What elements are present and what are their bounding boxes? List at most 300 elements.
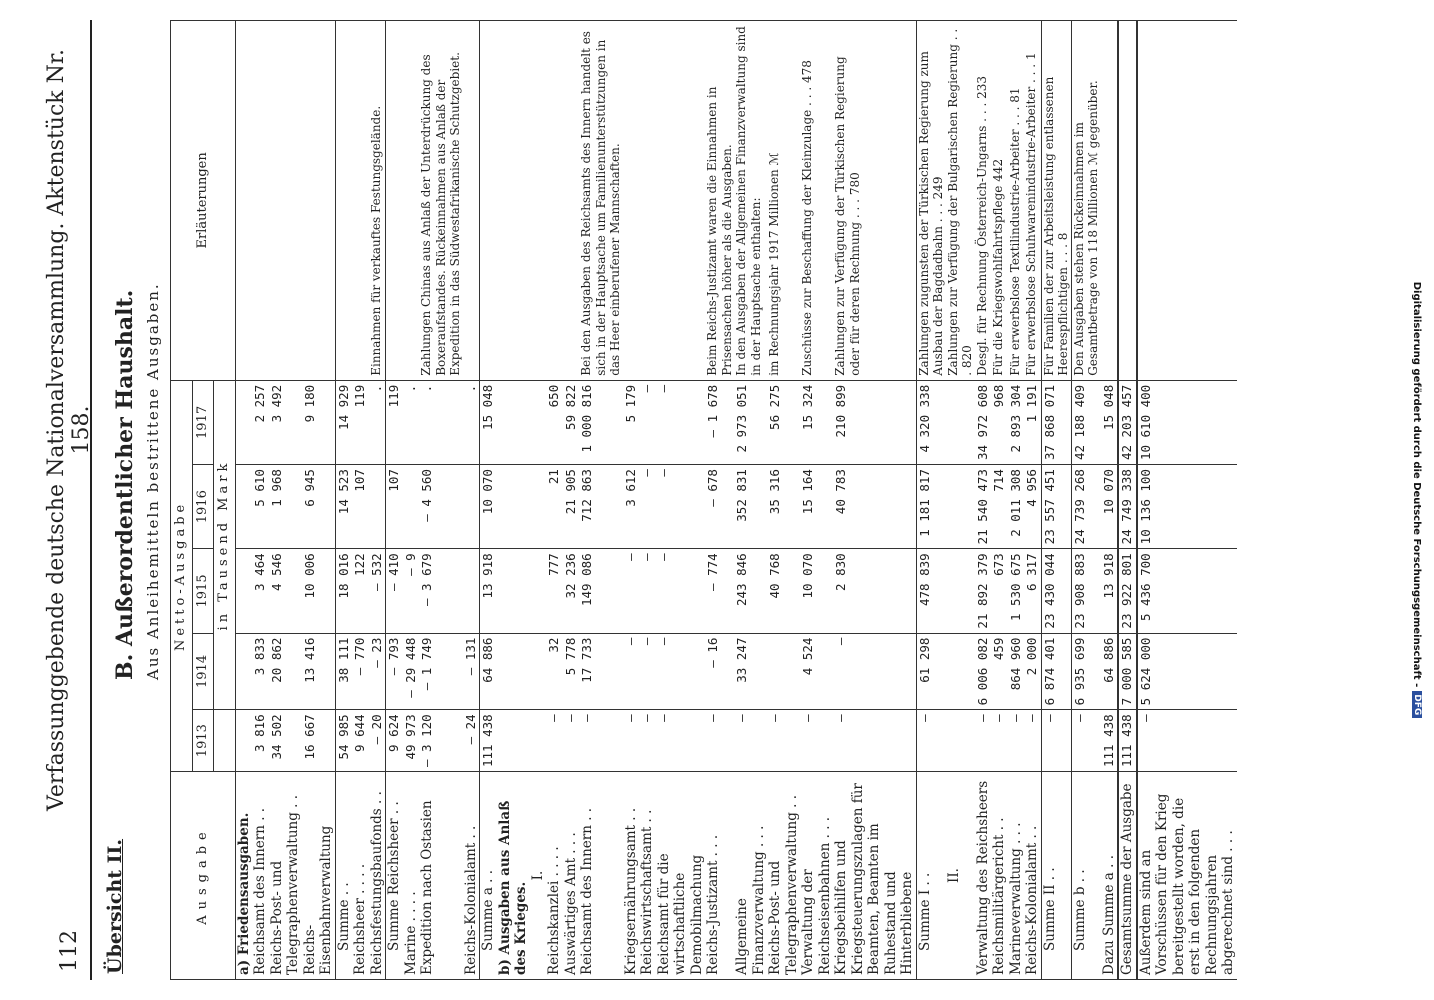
note-line: Den Ausgaben stehen Rückeinnahmen im Gesamtbetrage von 118 Millionen ℳ gegenüber.: [1071, 80, 1100, 376]
cell-1917: 59 822: [563, 380, 580, 464]
cell-1915: 3 464: [252, 549, 269, 633]
cell-1914: 17 733: [579, 633, 623, 710]
cell-1916: —: [639, 465, 656, 549]
table-row: [1008, 21, 1025, 980]
cell-1915: 21 892 379: [975, 549, 992, 633]
row-label: Reichs-Post- und Telegraphenverwaltung . .: [767, 772, 800, 980]
notes-cell: [991, 21, 1008, 381]
notes-cell: [975, 21, 992, 381]
table-row: [463, 21, 480, 980]
row-label: b) Ausgaben aus Anlaß des Krieges.: [497, 772, 530, 980]
notes-cell: [369, 21, 386, 381]
cell-1916: 3 612: [623, 465, 640, 549]
cell-1917: 37 868 071: [1041, 380, 1071, 464]
cell-1916: 2 011 308: [1008, 465, 1025, 549]
cell-1914: — 770: [352, 633, 369, 710]
cell-1914: —: [833, 633, 916, 710]
cell-1914: 32: [546, 633, 563, 710]
notes-cell: [639, 21, 656, 381]
cell-1914: — 793: [386, 633, 403, 710]
cell-1915: [497, 549, 530, 633]
cell-1917: 10 610 400: [1137, 380, 1237, 464]
cell-1913: [235, 710, 252, 772]
cell-1913: [530, 710, 547, 772]
cell-1913: —: [1137, 710, 1237, 772]
cell-1913: —: [991, 710, 1008, 772]
cell-1914: [946, 633, 975, 710]
cell-1914: [530, 633, 547, 710]
notes-cell: [1041, 21, 1071, 381]
notes-cell: [916, 21, 946, 381]
notes-cell: [302, 21, 336, 381]
cell-1916: 15 164: [800, 465, 833, 549]
cell-1913: — 3 120: [419, 710, 463, 772]
notes-cell: [403, 21, 420, 381]
cell-1913: 111 438: [1101, 710, 1119, 772]
table-row: [403, 21, 420, 980]
cell-1913: —: [800, 710, 833, 772]
cell-1913: —: [705, 710, 734, 772]
table-row: [269, 21, 302, 980]
table-row: [656, 21, 706, 980]
notes-cell: [352, 21, 369, 381]
cell-1914: 64 886: [480, 633, 497, 710]
cell-1915: 478 839: [916, 549, 946, 633]
table-row: [946, 21, 975, 980]
row-label: Verwaltung des Reichsheers: [975, 772, 992, 980]
cell-1913: —: [639, 710, 656, 772]
header-rule: [90, 20, 92, 980]
cell-1916: 1 968: [269, 465, 302, 549]
row-label: Expedition nach Ostasien: [419, 772, 463, 980]
cell-1915: [946, 549, 975, 633]
notes-cell: [480, 21, 497, 381]
cell-1915: 777: [546, 549, 563, 633]
table-row: [335, 21, 352, 980]
cell-1914: 6 935 699: [1071, 633, 1101, 710]
table-row: [705, 21, 734, 980]
notes-cell: [269, 21, 302, 381]
unit-header: in Tausend Mark: [214, 380, 236, 710]
table-row: [563, 21, 580, 980]
section-title: B. Außerordentlicher Haushalt.: [112, 289, 138, 680]
cell-1913: —: [833, 710, 916, 772]
budget-table: [170, 20, 1237, 980]
cell-1913: —: [656, 710, 706, 772]
cell-1914: 5 624 000: [1137, 633, 1237, 710]
cell-1913: —: [916, 710, 946, 772]
cell-1917: 1 191: [1024, 380, 1041, 464]
row-label: Marineverwaltung . . .: [1008, 772, 1025, 980]
row-label: Summe I . .: [916, 772, 946, 980]
cell-1913: —: [546, 710, 563, 772]
cell-1915: [530, 549, 547, 633]
cell-1915: [463, 549, 480, 633]
cell-1916: [530, 465, 547, 549]
note-line: Für Familien der zur Arbeitsleistung entlassenen Heerespflichtigen . . . 8: [1041, 76, 1070, 376]
notes-cell: [386, 21, 403, 381]
cell-1914: —: [623, 633, 640, 710]
cell-1914: —: [656, 633, 706, 710]
cell-1915: 18 016: [335, 549, 352, 633]
cell-1916: 6 945: [302, 465, 336, 549]
row-label: Verwaltung der Reichseisenbahnen . . .: [800, 772, 833, 980]
row-label: I.: [530, 772, 547, 980]
note-line: Für erwerbslose Textilindustrie-Arbeiter . . . 81: [1007, 87, 1022, 376]
cell-1915: 149 086: [579, 549, 623, 633]
cell-1914: — 16: [705, 633, 734, 710]
cell-1916: 107: [352, 465, 369, 549]
cell-1916: [497, 465, 530, 549]
cell-1915: 1 530 675: [1008, 549, 1025, 633]
cell-1916: 4 956: [1024, 465, 1041, 549]
cell-1917: 3 492: [269, 380, 302, 464]
notes-cell: [252, 21, 269, 381]
cell-1914: [497, 633, 530, 710]
table-row: [497, 21, 530, 980]
row-label: a) Friedensausgaben.: [235, 772, 252, 980]
notes-cell: [235, 21, 252, 381]
cell-1917: .: [463, 380, 480, 464]
row-label: Summe b . .: [1071, 772, 1101, 980]
cell-1916: 40 783: [833, 465, 916, 549]
cell-1915: —: [623, 549, 640, 633]
cell-1917: .: [403, 380, 420, 464]
row-label: Reichsamt des Innern . .: [252, 772, 269, 980]
table-row: [639, 21, 656, 980]
note-line: Zahlungen zur Verfügung der Türkischen Regierung oder für deren Rechnung . . . 780: [833, 56, 862, 376]
table-row: [386, 21, 403, 980]
cell-1917: 2 893 304: [1008, 380, 1025, 464]
cell-1914: 61 298: [916, 633, 946, 710]
notes-cell: [579, 21, 623, 381]
note-line: Beim Reichs-Justizamt waren die Einnahmen in Prisensachen höher als die Ausgaben.: [705, 86, 734, 376]
cell-1917: 119: [352, 380, 369, 464]
cell-1913: —: [623, 710, 640, 772]
note-line: Für die Kriegswohlfahrtspflege 442: [991, 158, 1005, 376]
notes-cell: [1024, 21, 1041, 381]
row-label: Reichs-Post- und Telegraphenverwaltung . .: [269, 772, 302, 980]
cell-1915: —: [656, 549, 706, 633]
note-line: In den Ausgaben der Allgemeinen Finanzverwaltung sind in der Hauptsache enthalten:: [734, 26, 763, 376]
cell-1916: [463, 465, 480, 549]
table-row: [623, 21, 640, 980]
cell-1916: 24 749 338: [1118, 465, 1137, 549]
cell-1914: 5 778: [563, 633, 580, 710]
cell-1913: 49 973: [403, 710, 420, 772]
row-label: Reichs-Justizamt . . .: [705, 772, 734, 980]
cell-1917: 9 180: [302, 380, 336, 464]
cell-1913: 111 438: [480, 710, 497, 772]
year-header: 1917: [192, 380, 214, 464]
table-row: [480, 21, 497, 980]
rotated-page: [44, 20, 1372, 980]
note-line: Bei den Ausgaben des Reichsamts des Innern handelt es sich in der Hauptsache um Familienunterstützungen in das Heer einberufener Mannschaften.: [579, 31, 622, 376]
cell-1914: — 131: [463, 633, 480, 710]
row-label: Marine . . . .: [403, 772, 420, 980]
page-number: 112: [56, 930, 82, 972]
cell-1913: —: [563, 710, 580, 772]
cell-1915: 10 070: [800, 549, 833, 633]
column-header-netto: Netto-Ausgabe: [171, 380, 193, 771]
notes-cell: [463, 21, 480, 381]
notes-cell: [546, 21, 563, 381]
notes-cell: [1137, 21, 1237, 381]
notes-cell: [800, 21, 833, 381]
cell-1913: —: [1024, 710, 1041, 772]
cell-1915: 4 546: [269, 549, 302, 633]
cell-1915: 13 918: [480, 549, 497, 633]
cell-1917: 968: [991, 380, 1008, 464]
overview-label: Übersicht II.: [104, 838, 126, 974]
cell-1915: 5 436 700: [1137, 549, 1237, 633]
cell-1917: 42 203 457: [1118, 380, 1137, 464]
cell-1916: — 4 560: [419, 465, 463, 549]
row-label: Reichswirtschaftsamt . .: [639, 772, 656, 980]
table-row: [1024, 21, 1041, 980]
cell-1917: 210 899: [833, 380, 916, 464]
table-row: [302, 21, 336, 980]
year-header: 1916: [192, 465, 214, 549]
notes-cell: [1101, 21, 1119, 381]
table-row: [352, 21, 369, 980]
cell-1916: [369, 465, 386, 549]
cell-1913: —: [579, 710, 623, 772]
cell-1915: — 3 679: [419, 549, 463, 633]
notes-cell: [656, 21, 706, 381]
cell-1915: — 774: [705, 549, 734, 633]
cell-1913: 3 816: [252, 710, 269, 772]
cell-1917: 15 324: [800, 380, 833, 464]
cell-1914: — 23: [369, 633, 386, 710]
cell-1914: 64 886: [1101, 633, 1119, 710]
cell-1913: 111 438: [1118, 710, 1137, 772]
cell-1917: —: [656, 380, 706, 464]
cell-1915: 23 908 883: [1071, 549, 1101, 633]
cell-1913: —: [1041, 710, 1071, 772]
cell-1917: 1 000 816: [579, 380, 623, 464]
cell-1914: — 29 448: [403, 633, 420, 710]
cell-1913: 9 624: [386, 710, 403, 772]
notes-cell: [419, 21, 463, 381]
row-label: Reichsmilitärgericht . .: [991, 772, 1008, 980]
year-header: 1914: [192, 633, 214, 710]
notes-cell: [497, 21, 530, 381]
row-label: Gesamtsumme der Ausgabe: [1118, 772, 1137, 980]
cell-1913: 9 644: [352, 710, 369, 772]
cell-1916: 21 540 473: [975, 465, 992, 549]
cell-1917: 4 320 338: [916, 380, 946, 464]
cell-1916: 10 136 100: [1137, 465, 1237, 549]
column-header-notes: Erläuterungen: [171, 21, 236, 381]
cell-1914: 20 862: [269, 633, 302, 710]
cell-1914: 3 833: [252, 633, 269, 710]
notes-cell: [767, 21, 800, 381]
cell-1913: 54 985: [335, 710, 352, 772]
row-label: Reichsheer . . . .: [352, 772, 369, 980]
row-label: Summe Reichsheer . .: [386, 772, 403, 980]
table-row: [734, 21, 767, 980]
cell-1913: 16 667: [302, 710, 336, 772]
row-label: Summe . .: [335, 772, 352, 980]
table-row: [1041, 21, 1071, 980]
row-label: Reichskanzlei . . . .: [546, 772, 563, 980]
section-subtitle: Aus Anleihemitteln bestrittene Ausgaben.: [144, 282, 162, 680]
cell-1916: 107: [386, 465, 403, 549]
cell-1915: 10 006: [302, 549, 336, 633]
table-body: [235, 21, 1237, 980]
cell-1916: 352 831: [734, 465, 767, 549]
cell-1913: — 24: [463, 710, 480, 772]
cell-1917: 650: [546, 380, 563, 464]
notes-cell: [946, 21, 975, 381]
cell-1916: — 678: [705, 465, 734, 549]
notes-cell: [734, 21, 767, 381]
row-label: Summe a . .: [480, 772, 497, 980]
cell-1916: 21 905: [563, 465, 580, 549]
row-label: Reichsamt des Innern . .: [579, 772, 623, 980]
cell-1915: 243 846: [734, 549, 767, 633]
cell-1917: 5 179: [623, 380, 640, 464]
cell-1915: 40 768: [767, 549, 800, 633]
cell-1916: 35 316: [767, 465, 800, 549]
table-row: [530, 21, 547, 980]
cell-1917: 15 048: [1101, 380, 1119, 464]
cell-1915: 32 236: [563, 549, 580, 633]
note-line: Für erwerbslose Schuhwarenindustrie-Arbeiter . . . 1: [1024, 52, 1038, 376]
table-row: [916, 21, 946, 980]
row-label: Kriegsbeihilfen und Kriegsteuerungszulagen für Beamten, Beamten im Ruhestand und Hinterbliebene: [833, 772, 916, 980]
cell-1913: —: [1008, 710, 1025, 772]
row-label: Dazu Summe a . .: [1101, 772, 1119, 980]
notes-cell: [335, 21, 352, 381]
cell-1914: 13 416: [302, 633, 336, 710]
note-line: Einnahmen für verkauftes Festungsgelände.: [368, 105, 383, 376]
cell-1914: [235, 633, 252, 710]
cell-1917: 42 188 409: [1071, 380, 1101, 464]
cell-1916: [235, 465, 252, 549]
notes-cell: [623, 21, 640, 381]
note-line: Desgl. für Rechnung Österreich-Ungarns . . . 233: [974, 76, 989, 376]
row-label: Reichs-Kolonialamt . .: [463, 772, 480, 980]
table-row: [1071, 21, 1101, 980]
dfg-logo: DFG: [1412, 691, 1422, 718]
cell-1914: 7 000 585: [1118, 633, 1137, 710]
cell-1916: 714: [991, 465, 1008, 549]
cell-1914: 459: [991, 633, 1008, 710]
table-row: [1101, 21, 1119, 980]
cell-1915: 122: [352, 549, 369, 633]
note-line: Zuschüsse zur Beschaffung der Kleinzulage . . . 478: [800, 60, 814, 376]
cell-1917: 15 048: [480, 380, 497, 464]
cell-1914: 6 006 082: [975, 633, 992, 710]
cell-1917: [497, 380, 530, 464]
cell-1914: [767, 633, 800, 710]
table-row: [419, 21, 463, 980]
cell-1916: 10 070: [480, 465, 497, 549]
cell-1915: [235, 549, 252, 633]
cell-1916: 23 557 451: [1041, 465, 1071, 549]
cell-1913: —: [975, 710, 992, 772]
cell-1915: —: [639, 549, 656, 633]
cell-1917: [946, 380, 975, 464]
cell-1917: 119: [386, 380, 403, 464]
cell-1916: 5 610: [252, 465, 269, 549]
cell-1917: —: [639, 380, 656, 464]
cell-1913: [946, 710, 975, 772]
cell-1916: —: [656, 465, 706, 549]
year-header: 1915: [192, 549, 214, 633]
cell-1917: .: [369, 380, 386, 464]
table-row: [235, 21, 252, 980]
table-row: [1118, 21, 1137, 980]
table-row: [991, 21, 1008, 980]
cell-1917: 2 257: [252, 380, 269, 464]
cell-1917: 2 973 051: [734, 380, 767, 464]
table-row: [833, 21, 916, 980]
notes-cell: [1071, 21, 1101, 381]
cell-1914: 4 524: [800, 633, 833, 710]
cell-1915: 6 317: [1024, 549, 1041, 633]
cell-1916: 1 181 817: [916, 465, 946, 549]
notes-cell: [705, 21, 734, 381]
note-line: Zahlungen Chinas aus Anlaß der Unterdrückung des Boxeraufstandes. Rückeinnahmen aus Anlaß der Expedition in das Südwestafrikanische Schutzgebiet.: [419, 52, 462, 376]
credit-text: Digitalisierung gefördert durch die Deutsche Forschungsgemeinschaft -: [1411, 281, 1423, 688]
row-label: Reichs-Eisenbahnverwaltung: [302, 772, 336, 980]
cell-1915: 673: [991, 549, 1008, 633]
cell-1916: 10 070: [1101, 465, 1119, 549]
row-label: Reichs-Kolonialamt . .: [1024, 772, 1041, 980]
digitization-credit: [1406, 0, 1428, 1000]
cell-1914: 6 874 401: [1041, 633, 1071, 710]
cell-1917: [235, 380, 252, 464]
cell-1915: — 410: [386, 549, 403, 633]
table-row: [579, 21, 623, 980]
row-label: Außerdem sind an Vorschüssen für den Krieg bereitgestellt worden, die erst in den folgenden Rechnungsjahren abgerechnet sind . . .: [1137, 772, 1237, 980]
cell-1914: 2 000: [1024, 633, 1041, 710]
cell-1917: 34 972 608: [975, 380, 992, 464]
notes-cell: [563, 21, 580, 381]
cell-1914: 864 960: [1008, 633, 1025, 710]
cell-1914: 38 111: [335, 633, 352, 710]
cell-1913: [497, 710, 530, 772]
notes-cell: [530, 21, 547, 381]
year-header: 1913: [192, 710, 214, 772]
row-label: Allgemeine Finanzverwaltung . . .: [734, 772, 767, 980]
cell-1913: —: [767, 710, 800, 772]
row-label: Reichsamt für die wirtschaftliche Demobilmachung: [656, 772, 706, 980]
cell-1916: 712 863: [579, 465, 623, 549]
cell-1916: 14 523: [335, 465, 352, 549]
cell-1914: —: [639, 633, 656, 710]
notes-cell: [833, 21, 916, 381]
notes-cell: [1008, 21, 1025, 381]
cell-1917: .: [419, 380, 463, 464]
note-line: im Rechnungsjahr 1917 Millionen ℳ: [767, 152, 781, 376]
row-label: Summe II . .: [1041, 772, 1071, 980]
row-label: Reichsfestungsbaufonds . .: [369, 772, 386, 980]
cell-1917: 56 275: [767, 380, 800, 464]
table-row: [800, 21, 833, 980]
cell-1916: 21: [546, 465, 563, 549]
row-label: II.: [946, 772, 975, 980]
notes-cell: [1118, 21, 1137, 381]
cell-1915: 2 830: [833, 549, 916, 633]
cell-1915: 23 430 044: [1041, 549, 1071, 633]
cell-1916: [946, 465, 975, 549]
cell-1916: 24 739 268: [1071, 465, 1101, 549]
row-label: Kriegsernährungsamt . .: [623, 772, 640, 980]
